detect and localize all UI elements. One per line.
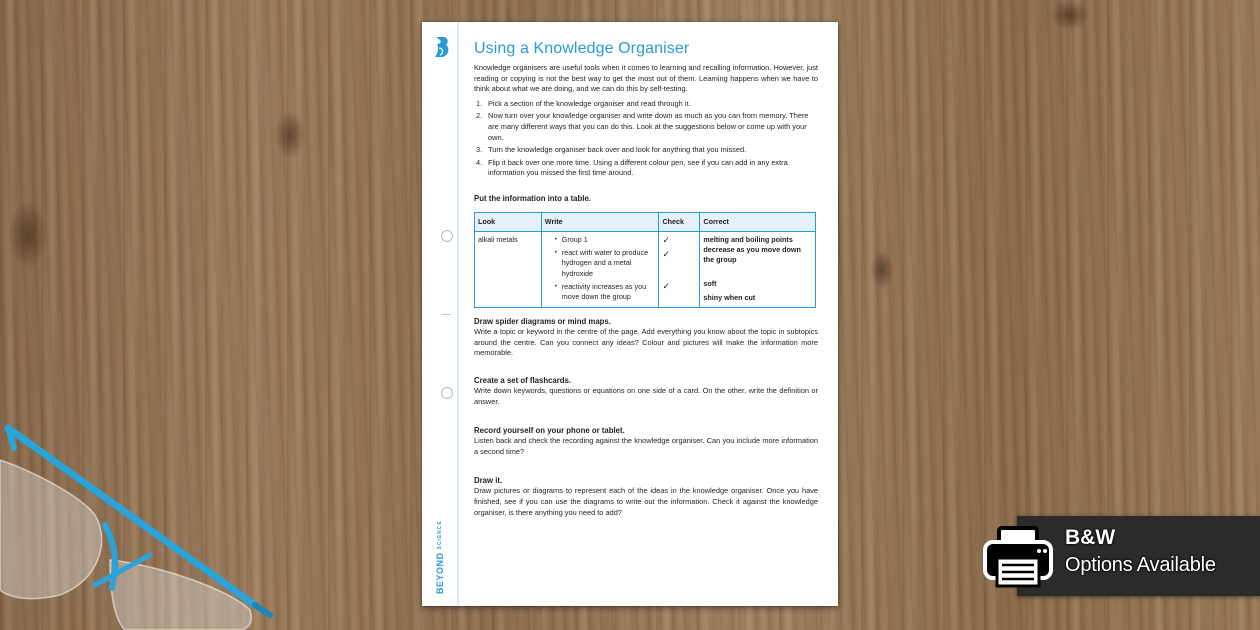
section-body: Write a topic or keyword in the centre of the page. Add everything you know about the topic in subtopics around the centre. Can you connect any ideas? Colour and pictures will make the information more memorable. — [474, 327, 818, 358]
wood-knot — [1050, 0, 1090, 30]
intro-paragraph: Knowledge organisers are useful tools when it comes to learning and recalling information. However, just reading or copying is not the best way to get the most out of them. Learning happens when we have to think about what we are doing, and we can do this by self-testing. — [474, 63, 818, 94]
section-heading: Draw spider diagrams or mind maps. — [474, 317, 611, 327]
step-item: 1. Pick a section of the knowledge organiser and read through it. — [476, 98, 691, 108]
table-heading: Put the information into a table. — [474, 193, 591, 203]
step-item: 3. Turn the knowledge organiser back over and look for anything that you missed. — [476, 145, 747, 155]
badge-subtitle: Options Available — [1065, 554, 1216, 576]
section-body: Write down keywords, questions or equations on one side of a card. On the other, write the definition or answer. — [474, 385, 818, 406]
checkmark-icon: ✓ — [662, 248, 671, 259]
header-correct: Correct — [700, 212, 816, 231]
page-title: Using a Knowledge Organiser — [474, 40, 690, 57]
section-body: Draw pictures or diagrams to represent each of the ideas in the knowledge organiser. Once you have finished, see if you can use the diagrams to write out the information. Check it against the knowledge organiser, is there anything you need to add? — [474, 486, 818, 517]
section-flashcards — [474, 375, 818, 407]
write-cell: • Group 1 • react with water to produce hydrogen and a metal hydroxide • reactivity increases as you move down the group — [541, 231, 659, 307]
steps-list — [474, 99, 818, 179]
section-heading: Draw it. — [474, 476, 503, 486]
header-look: Look — [475, 212, 542, 231]
step-item: 4. Flip it back over one more time. Using a different colour pen, see if you can add in any extra information you missed the first time around. — [476, 157, 788, 178]
table-row — [475, 231, 816, 307]
checkmark-icon: ✓ — [662, 234, 671, 245]
punch-hole-icon — [441, 230, 453, 242]
fold-mark — [442, 314, 451, 315]
header-write: Write — [541, 212, 659, 231]
badge-title: B&W — [1065, 526, 1116, 549]
look-cell: alkali metals — [475, 231, 542, 307]
header-check: Check — [659, 212, 700, 231]
worksheet-page — [422, 22, 838, 606]
brand-label: $BEYOND^{SCIENCE}$ — [435, 520, 445, 594]
bw-options-badge — [1017, 516, 1260, 596]
punch-hole-icon — [441, 387, 453, 399]
section-record — [474, 425, 818, 457]
section-heading: Create a set of flashcards. — [474, 375, 572, 385]
check-cell — [659, 231, 700, 307]
beyond-logo-icon — [434, 36, 450, 58]
correct-cell: melting and boiling points decrease as you move down the group soft shiny when cut — [700, 231, 816, 307]
safety-glasses-image — [0, 420, 280, 630]
margin-line — [457, 22, 459, 606]
wood-knot — [870, 250, 894, 290]
wood-knot — [275, 110, 305, 160]
section-heading: Record yourself on your phone or tablet. — [474, 426, 625, 436]
wood-knot — [8, 200, 48, 270]
step-item: 2. Now turn over your knowledge organiser and write down as much as you can from memory. There are many different ways that you can do this. Look at the suggestions below or come up with your own. — [476, 111, 809, 142]
section-body: Listen back and check the recording against the knowledge organiser. Can you include more information a second time? — [474, 436, 818, 456]
printer-icon — [981, 524, 1055, 590]
checkmark-icon: ✓ — [662, 280, 671, 291]
section-spider — [474, 316, 818, 359]
knowledge-table — [474, 212, 816, 308]
page-content — [474, 40, 818, 518]
section-draw — [474, 475, 818, 518]
